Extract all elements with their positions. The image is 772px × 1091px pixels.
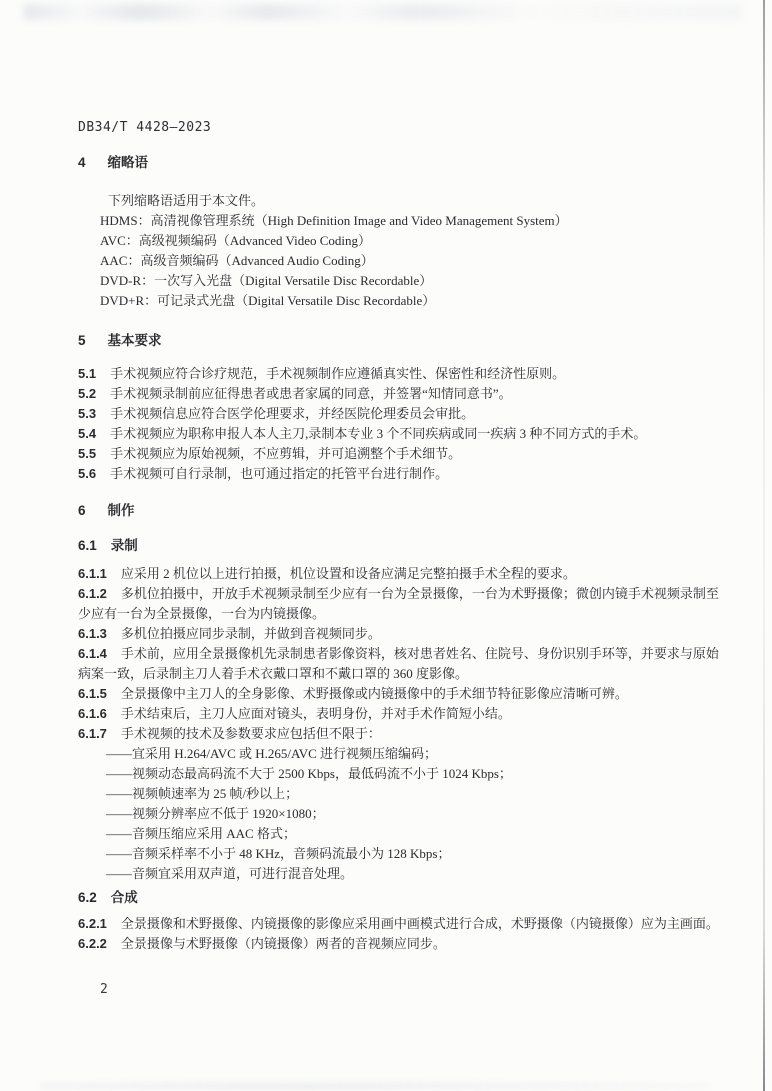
section-6-1-title: 录制 — [110, 538, 138, 553]
abbreviation-line-hdms: HDMS：高清视像管理系统（High Definition Image and Video Management System） — [100, 213, 568, 228]
abbreviation-line-avc: AVC：高级视频编码（Advanced Video Coding） — [100, 233, 372, 248]
clause-6-1-4 — [78, 644, 720, 684]
clause-6-2-1-text: 全景摄像和术野摄像、内镜摄像的影像应采用画中画模式进行合成，术野摄像（内镜摄像）应为主画面。 — [120, 916, 719, 931]
clause-6-1-1-number: 6.1.1 — [78, 566, 107, 581]
abbreviation-line-dvd-plus-r: DVD+R：可记录式光盘（Digital Versatile Disc Recordable） — [100, 293, 436, 308]
clause-6-1-4-number: 6.1.4 — [78, 646, 107, 661]
document-code-header: DB34/T 4428—2023 — [78, 120, 212, 135]
abbreviation-line-aac: AAC：高级音频编码（Advanced Audio Coding） — [100, 253, 374, 268]
clause-5-1-text: 手术视频应符合诊疗规范，手术视频制作应遵循真实性、保密性和经济性原则。 — [110, 366, 566, 381]
section-6-title: 制作 — [107, 503, 135, 518]
scan-edge-shadow-bottom — [40, 1083, 712, 1089]
section-4-heading — [78, 153, 720, 173]
clause-6-1-3-text: 多机位拍摄应同步录制，并做到音视频同步。 — [120, 626, 381, 641]
clause-6-2-1-number: 6.2.1 — [78, 916, 107, 931]
section-4-title: 缩略语 — [107, 155, 149, 170]
clause-6-2-1 — [78, 914, 720, 934]
clause-5-2-number: 5.2 — [78, 386, 97, 401]
section-6-1-number: 6.1 — [78, 538, 97, 553]
clause-6-1-3-number: 6.1.3 — [78, 626, 107, 641]
clause-6-2-2-text: 全景摄像与术野摄像（内镜摄像）两者的音视频应同步。 — [120, 936, 446, 951]
clause-5-1 — [78, 364, 720, 384]
section-5-title: 基本要求 — [107, 333, 162, 348]
section-5-heading — [78, 331, 720, 351]
clause-6-1-5-number: 6.1.5 — [78, 686, 107, 701]
section-6-heading — [78, 501, 720, 521]
section-6-2-heading — [78, 888, 720, 908]
scan-edge-shadow-right — [763, 0, 765, 1091]
clause-5-6-number: 5.6 — [78, 466, 97, 481]
clause-6-1-3 — [78, 624, 720, 644]
scan-smudge-top — [24, 4, 742, 20]
section-4-intro: 下列缩略语适用于本文件。 — [108, 193, 265, 208]
tech-item-audio-samplerate: ——音频采样率不小于 48 KHz，音频码流最小为 128 Kbps； — [106, 846, 451, 861]
clause-6-2-2 — [78, 934, 720, 954]
clause-5-5 — [78, 444, 720, 464]
section-6-number: 6 — [78, 503, 86, 518]
clause-6-2-2-number: 6.2.2 — [78, 936, 107, 951]
clause-5-5-text: 手术视频应为原始视频，不应剪辑，并可追溯整个手术细节。 — [110, 446, 462, 461]
clause-5-4 — [78, 424, 720, 444]
clause-6-1-1-text: 应采用 2 机位以上进行拍摄，机位设置和设备应满足完整拍摄手术全程的要求。 — [120, 566, 576, 581]
tech-item-framerate: ——视频帧速率为 25 帧/秒以上； — [106, 786, 299, 801]
section-5-number: 5 — [78, 333, 86, 348]
clause-5-6 — [78, 464, 720, 484]
section-6-2-title: 合成 — [110, 890, 138, 905]
clause-6-1-2 — [78, 584, 720, 624]
tech-item-bitrate: ——视频动态最高码流不大于 2500 Kbps，最低码流不小于 1024 Kbps； — [106, 766, 512, 781]
clause-6-1-4-text: 手术前，应用全景摄像机先录制患者影像资料，核对患者姓名、住院号、身份识别手环等，并要求与原始病案一致，后录制主刀人着手术衣戴口罩和不戴口罩的 360 度影像。 — [78, 646, 719, 681]
section-6-1-heading — [78, 536, 720, 556]
clause-5-6-text: 手术视频可自行录制，也可通过指定的托管平台进行制作。 — [110, 466, 449, 481]
clause-6-1-6 — [78, 704, 720, 724]
clause-5-4-text: 手术视频应为职称申报人本人主刀,录制本专业 3 个不同疾病或同一疾病 3 种不同方式的手术。 — [110, 426, 647, 441]
clause-5-1-number: 5.1 — [78, 366, 97, 381]
clause-5-2-text: 手术视频录制前应征得患者或患者家属的同意，并签署“知情同意书”。 — [110, 386, 512, 401]
page-content — [78, 118, 720, 954]
abbreviation-list — [78, 211, 720, 311]
clause-6-1-5-text: 全景摄像中主刀人的全身影像、术野摄像或内镜摄像中的手术细节特征影像应清晰可辨。 — [120, 686, 628, 701]
clause-5-3-text: 手术视频信息应符合医学伦理要求，并经医院伦理委员会审批。 — [110, 406, 475, 421]
clause-6-1-2-number: 6.1.2 — [78, 586, 107, 601]
clause-6-1-6-number: 6.1.6 — [78, 706, 107, 721]
clause-6-1-7-number: 6.1.7 — [78, 726, 107, 741]
tech-item-audio-format: ——音频压缩应采用 AAC 格式； — [106, 826, 296, 841]
tech-item-resolution: ——视频分辨率应不低于 1920×1080； — [106, 806, 325, 821]
clause-6-1-5 — [78, 684, 720, 704]
clause-5-3-number: 5.3 — [78, 406, 97, 421]
clause-5-4-number: 5.4 — [78, 426, 97, 441]
clause-6-1-6-text: 手术结束后，主刀人应面对镜头，表明身份，并对手术作简短小结。 — [120, 706, 511, 721]
clause-5-2 — [78, 384, 720, 404]
page-number: 2 — [100, 982, 108, 997]
section-6-2-number: 6.2 — [78, 890, 97, 905]
clause-5-5-number: 5.5 — [78, 446, 97, 461]
clause-6-1-1 — [78, 564, 720, 584]
clause-6-1-7 — [78, 724, 720, 744]
tech-requirements-list — [78, 744, 720, 884]
clause-5-3 — [78, 404, 720, 424]
tech-item-codec: ——宜采用 H.264/AVC 或 H.265/AVC 进行视频压缩编码； — [106, 746, 438, 761]
clause-6-1-7-text: 手术视频的技术及参数要求应包括但不限于： — [120, 726, 381, 741]
clause-6-1-2-text: 多机位拍摄中，开放手术视频录制至少应有一台为全景摄像，一台为术野摄像；微创内镜手术视频录制至少应有一台为全景摄像，一台为内镜摄像。 — [78, 586, 719, 621]
tech-item-audio-channels: ——音频宜采用双声道，可进行混音处理。 — [106, 866, 354, 881]
section-4-number: 4 — [78, 155, 86, 170]
abbreviation-line-dvd-r: DVD-R：一次写入光盘（Digital Versatile Disc Recordable） — [100, 273, 433, 288]
